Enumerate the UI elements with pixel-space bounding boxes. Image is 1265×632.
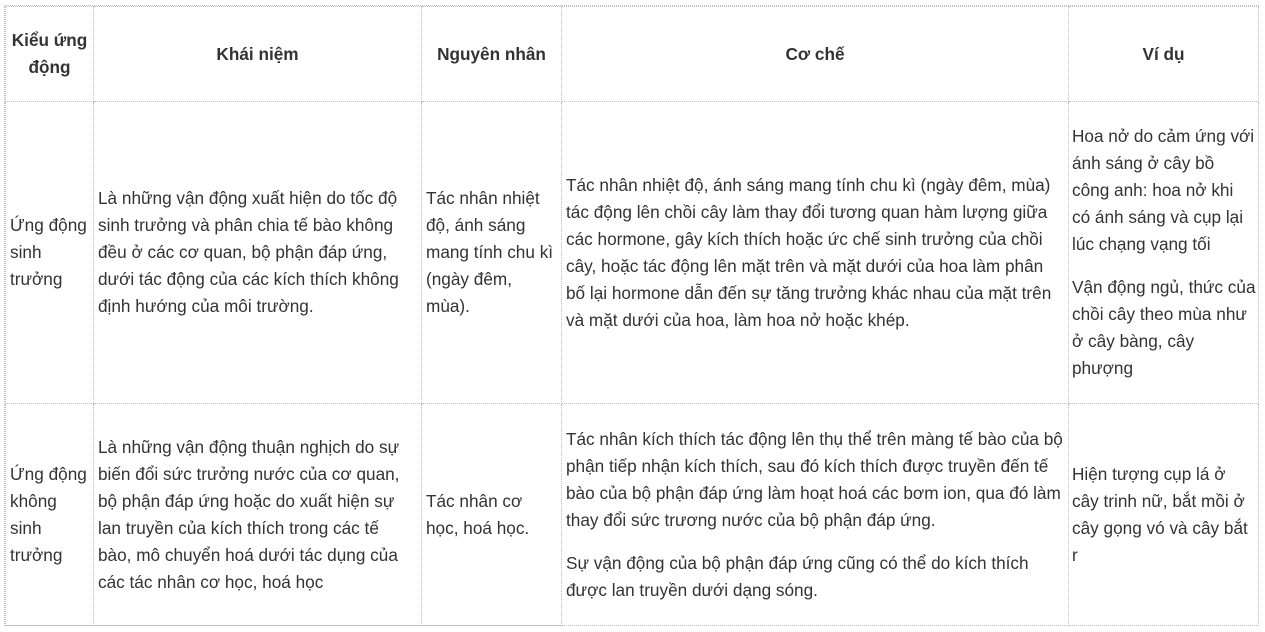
mechanism-paragraph: Tác nhân nhiệt độ, ánh sáng mang tính chu kì (ngày đêm, mùa) tác động lên chồi cây làm thay đổi tương quan hàm lượng giữa các hormone, gây kích thích hoặc ức chế sinh trưởng của chồi cây, hoặc tác động lên mặt trên và mặt dưới của hoa làm phân bố lại hormone dẫn đến sự tăng trưởng khác nhau của mặt trên và mặt dưới của hoa, làm hoa nở hoặc khép. xyxy=(566,174,1052,330)
cell-mechanism xyxy=(562,102,1069,404)
mechanism-paragraph: Sự vận động của bộ phận đáp ứng cũng có thể do kích thích được lan truyền dưới dạng sóng. xyxy=(566,552,1029,600)
cell-type: Ứng động không sinh trưởng xyxy=(6,404,94,626)
mechanism-paragraph: Tác nhân kích thích tác động lên thụ thể trên màng tế bào của bộ phận tiếp nhận kích thích, sau đó kích thích được truyền đến tế bào của bộ phận đáp ứng làm hoạt hoá các bơm ion, qua đó làm thay đổi sức trương nước của bộ phận đáp ứng. xyxy=(566,428,1063,530)
content-table-wrapper xyxy=(4,5,1259,626)
example-paragraph: Vận động ngủ, thức của chồi cây theo mùa như ở cây bàng, cây phượng xyxy=(1072,277,1256,378)
table-row xyxy=(6,404,1259,626)
cell-mechanism xyxy=(562,404,1069,626)
cell-cause: Tác nhân cơ học, hoá học. xyxy=(422,404,562,626)
example-paragraph: Hiện tượng cụp lá ở cây trinh nữ, bắt mồi ở cây gọng vó và cây bắt r xyxy=(1072,463,1248,565)
cell-example xyxy=(1069,404,1259,626)
table-header-row xyxy=(6,7,1259,102)
cell-concept: Là những vận động thuận nghịch do sự biến đổi sức trưởng nước của cơ quan, bộ phận đáp ứng hoặc do xuất hiện sự lan truyền của kích thích trong các tế bào, mô chuyển hoá dưới tác dụng của các tác nhân cơ học, hoá học xyxy=(94,404,422,626)
header-type: Kiểu ứng động xyxy=(6,7,94,102)
cell-example xyxy=(1069,102,1259,404)
example-paragraph: Hoa nở do cảm ứng với ánh sáng ở cây bồ công anh: hoa nở khi có ánh sáng và cụp lại lúc chạng vạng tối xyxy=(1072,126,1255,254)
header-cause: Nguyên nhân xyxy=(422,7,562,102)
cell-cause: Tác nhân nhiệt độ, ánh sáng mang tính chu kì (ngày đêm, mùa). xyxy=(422,102,562,404)
header-mechanism: Cơ chế xyxy=(562,7,1069,102)
plant-movement-table xyxy=(5,6,1259,626)
header-example: Ví dụ xyxy=(1069,7,1259,102)
table-row xyxy=(6,102,1259,404)
cell-type: Ứng động sinh trưởng xyxy=(6,102,94,404)
header-concept: Khái niệm xyxy=(94,7,422,102)
cell-concept: Là những vận động xuất hiện do tốc độ sinh trưởng và phân chia tế bào không đều ở các cơ quan, bộ phận đáp ứng, dưới tác động của các kích thích không định hướng của môi trường. xyxy=(94,102,422,404)
